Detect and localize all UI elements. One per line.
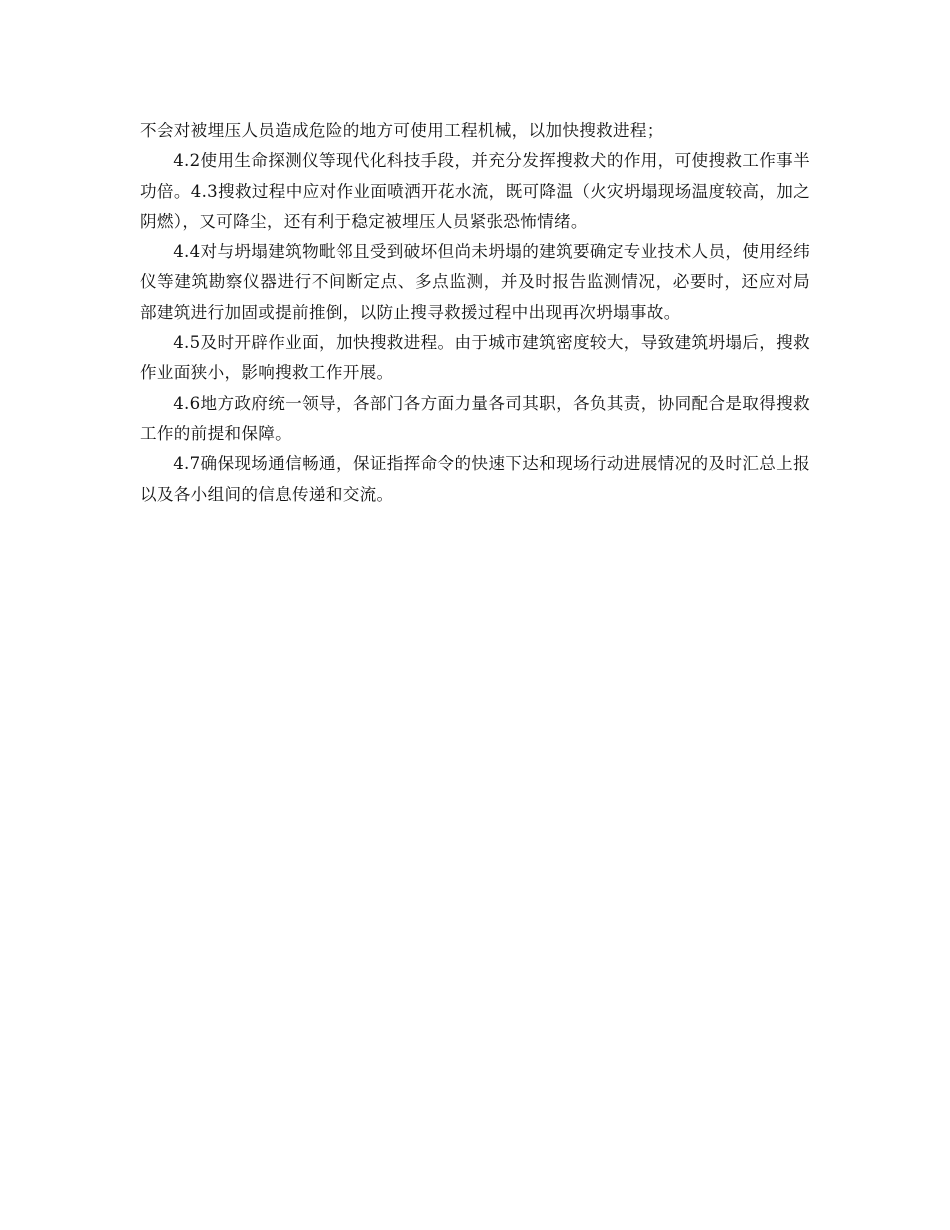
paragraph-4-5: 4.5及时开辟作业面，加快搜救进程。由于城市建筑密度较大，导致建筑坍塌后，搜救作业面狭小，影响搜救工作开展。 <box>140 333 810 383</box>
paragraph-4-6: 4.6地方政府统一领导，各部门各方面力量各司其职，各负其责，协同配合是取得搜救工作的前提和保障。 <box>140 393 810 443</box>
paragraph-4-4: 4.4对与坍塌建筑物毗邻且受到破坏但尚未坍塌的建筑要确定专业技术人员，使用经纬仪等建筑勘察仪器进行不间断定点、多点监测，并及时报告监测情况，必要时，还应对局部建筑进行加固或提前推倒，以防止搜寻救援过程中出现再次坍塌事故。 <box>140 242 810 322</box>
paragraph-4-7: 4.7确保现场通信畅通，保证指挥命令的快速下达和现场行动进展情况的及时汇总上报以及各小组间的信息传递和交流。 <box>140 454 810 504</box>
paragraph-continuation: 不会对被埋压人员造成危险的地方可使用工程机械，以加快搜救进程； <box>140 121 664 140</box>
paragraph-4-2-and-4-3: 4.2使用生命探测仪等现代化科技手段，并充分发挥搜救犬的作用，可使搜救工作事半功倍。4.3搜救过程中应对作业面喷洒开花水流，既可降温（火灾坍塌现场温度较高，加之阴燃），又可降尘，还有利于稳定被埋压人员紧张恐怖情绪。 <box>140 151 810 231</box>
document-body <box>140 116 810 510</box>
